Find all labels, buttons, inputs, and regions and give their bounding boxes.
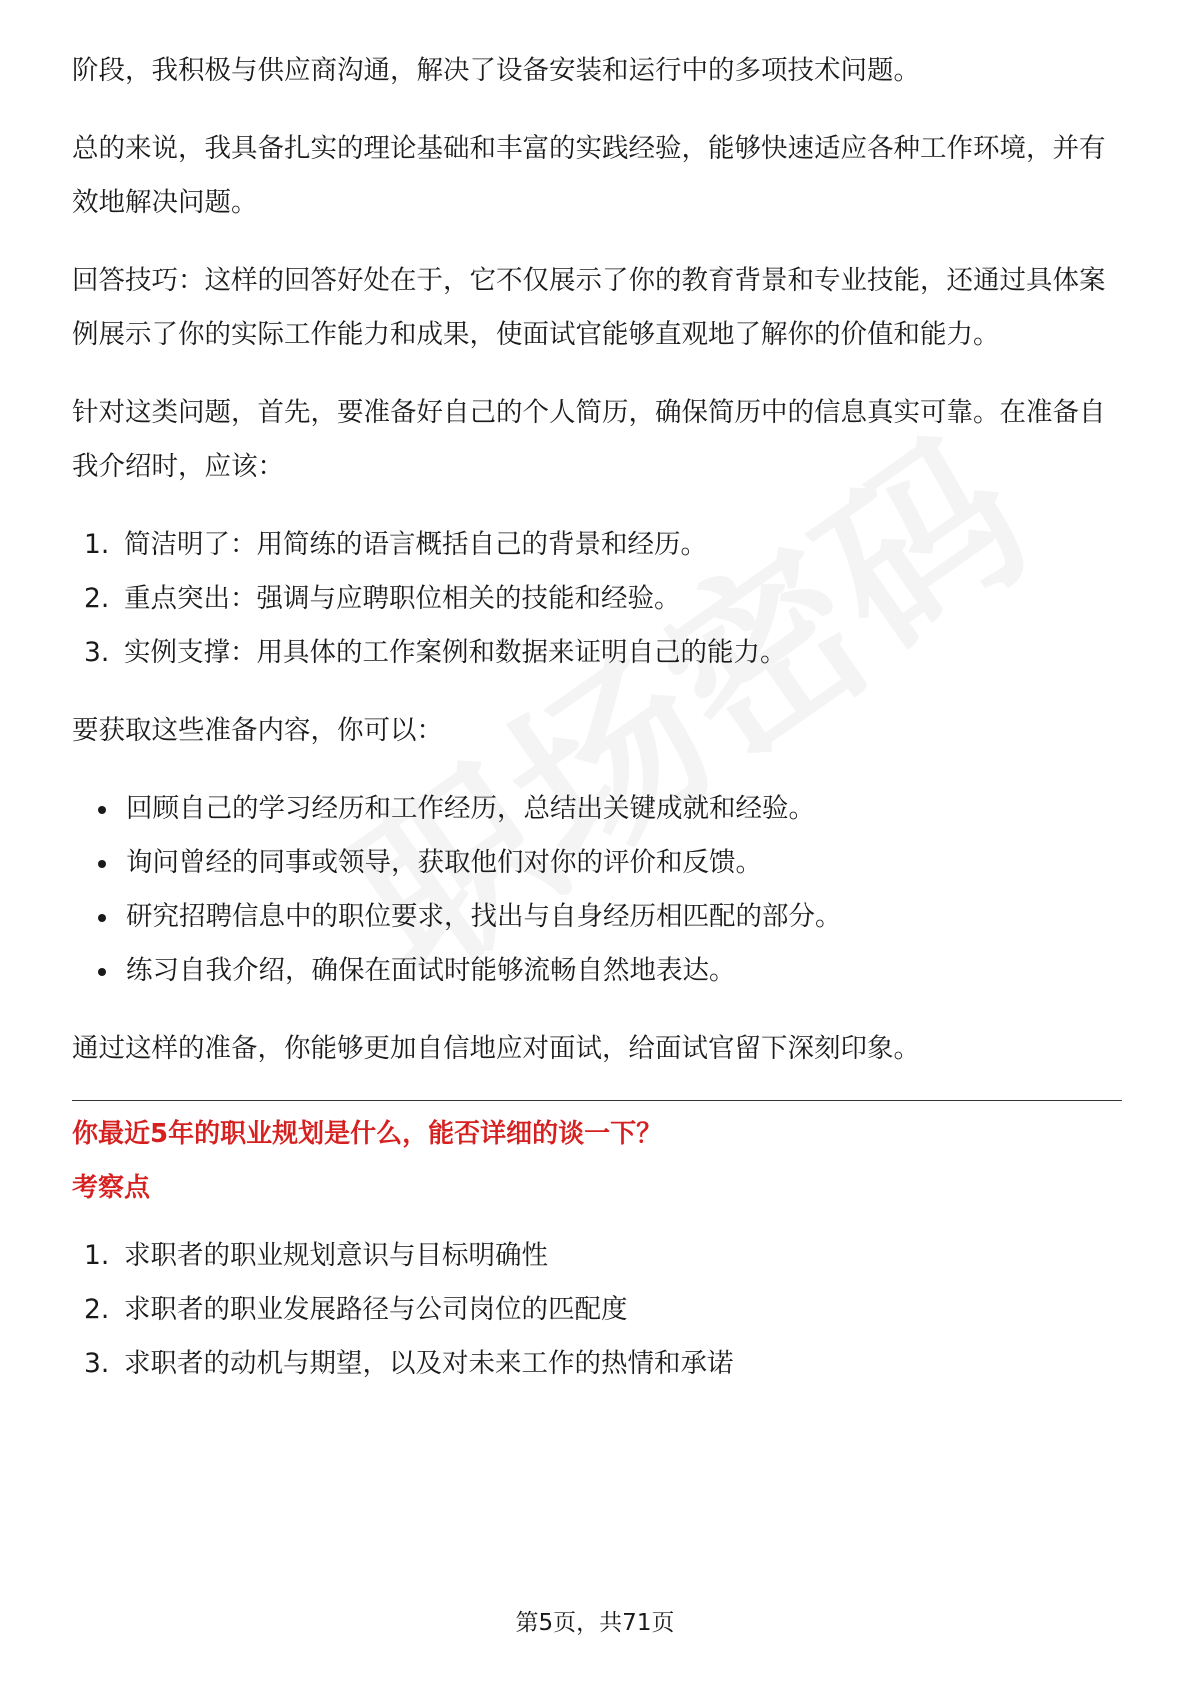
paragraph-3: 回答技巧：这样的回答好处在于，它不仅展示了你的教育背景和专业技能，还通过具体案例展示了你的实际工作能力和成果，使面试官能够直观地了解你的价值和能力。 (72, 265, 1106, 350)
list-number: 2. (84, 1294, 110, 1325)
bullet-icon (98, 914, 106, 922)
bullet-list (72, 782, 1122, 998)
list-text: 求职者的职业规划意识与目标明确性 (124, 1240, 548, 1271)
list-number: 1. (84, 1240, 110, 1271)
list-item (72, 890, 1122, 944)
list-text: 研究招聘信息中的职位要求，找出与自身经历相匹配的部分。 (126, 901, 842, 932)
document-page (72, 44, 1122, 1415)
bullet-icon (98, 806, 106, 814)
bullet-icon (98, 968, 106, 976)
list-item (72, 1283, 1122, 1337)
list-text: 重点突出：强调与应聘职位相关的技能和经验。 (124, 583, 681, 614)
list-item (72, 944, 1122, 998)
list-text: 求职者的动机与期望，以及对未来工作的热情和承诺 (124, 1348, 734, 1379)
list-number: 3. (84, 637, 110, 668)
list-text: 练习自我介绍，确保在面试时能够流畅自然地表达。 (126, 955, 736, 986)
paragraph-5: 要获取这些准备内容，你可以： (72, 715, 443, 746)
list-text: 简洁明了：用简练的语言概括自己的背景和经历。 (124, 529, 707, 560)
list-number: 1. (84, 529, 110, 560)
list-number: 3. (84, 1348, 110, 1379)
question-title: 你最近5年的职业规划是什么，能否详细的谈一下？ (72, 1119, 663, 1149)
bullet-icon (98, 860, 106, 868)
paragraph-2: 总的来说，我具备扎实的理论基础和丰富的实践经验，能够快速适应各种工作环境，并有效地解决问题。 (72, 133, 1106, 218)
list-text: 求职者的职业发展路径与公司岗位的匹配度 (124, 1294, 628, 1325)
page-footer: 第5页，共71页 (515, 1610, 675, 1636)
exam-points-list (72, 1229, 1122, 1391)
list-text: 实例支撑：用具体的工作案例和数据来证明自己的能力。 (124, 637, 787, 668)
list-item (72, 782, 1122, 836)
paragraph-1: 阶段，我积极与供应商沟通，解决了设备安装和运行中的多项技术问题。 (72, 55, 920, 86)
paragraph-6: 通过这样的准备，你能够更加自信地应对面试，给面试官留下深刻印象。 (72, 1033, 920, 1064)
list-item (72, 1337, 1122, 1391)
section-divider (72, 1100, 1122, 1101)
list-number: 2. (84, 583, 110, 614)
prep-list (72, 518, 1122, 680)
list-item (72, 518, 1122, 572)
list-item (72, 836, 1122, 890)
question-subtitle: 考察点 (72, 1173, 151, 1203)
list-text: 询问曾经的同事或领导，获取他们对你的评价和反馈。 (126, 847, 762, 878)
list-item (72, 626, 1122, 680)
list-item (72, 572, 1122, 626)
list-text: 回顾自己的学习经历和工作经历，总结出关键成就和经验。 (126, 793, 815, 824)
list-item (72, 1229, 1122, 1283)
paragraph-4: 针对这类问题，首先，要准备好自己的个人简历，确保简历中的信息真实可靠。在准备自我介绍时，应该： (72, 397, 1106, 482)
